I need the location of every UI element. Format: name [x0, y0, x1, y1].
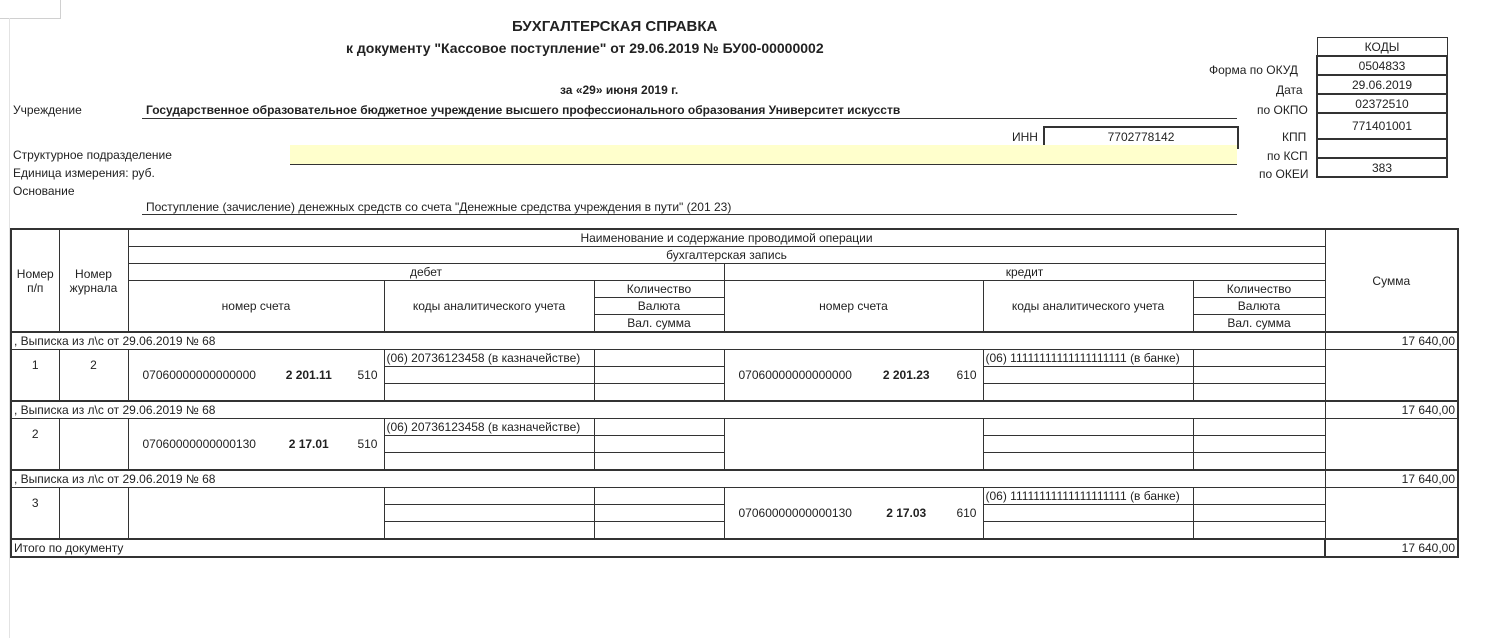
credit-account-number: 07060000000000000	[738, 368, 852, 382]
debit-account-kosgu: 510	[357, 368, 378, 382]
kpp-label: КПП	[1282, 130, 1307, 144]
row-sum	[1325, 488, 1458, 540]
header-credit: кредит	[724, 264, 1325, 281]
debit-qty	[594, 419, 724, 436]
group-sum: 17 640,00	[1325, 332, 1458, 350]
operations-table	[10, 228, 1459, 558]
debit-account-cell	[128, 350, 384, 402]
debit-account-number: 07060000000000130	[142, 437, 256, 451]
group-title: , Выписка из л\с от 29.06.2019 № 68	[11, 401, 1325, 419]
journal-number	[59, 488, 128, 540]
okud-label: Форма по ОКУД	[1209, 63, 1298, 77]
header-sum: Сумма	[1325, 229, 1458, 332]
credit-currency	[1193, 367, 1325, 384]
credit-qty	[1193, 488, 1325, 505]
document-date-line: за «29» июня 2019 г.	[560, 83, 679, 97]
header-debit: дебет	[128, 264, 724, 281]
credit-analytics: (06) 11111111111111111111 (в банке)	[983, 350, 1193, 367]
credit-account-kosgu: 610	[956, 368, 977, 382]
document-title: БУХГАЛТЕРСКАЯ СПРАВКА	[512, 18, 718, 35]
basis-label: Основание	[13, 184, 75, 198]
okud-value: 0504833	[1317, 56, 1447, 75]
group-sum: 17 640,00	[1325, 401, 1458, 419]
ksp-label: по КСП	[1267, 149, 1308, 163]
debit-analytics-2	[384, 505, 594, 522]
credit-analytics-2	[983, 436, 1193, 453]
debit-analytics-2	[384, 367, 594, 384]
debit-account-number: 07060000000000000	[142, 368, 256, 382]
credit-account-balance: 2 17.03	[886, 506, 927, 520]
debit-analytics: (06) 20736123458 (в казначействе)	[384, 419, 594, 436]
debit-qty	[594, 350, 724, 367]
debit-account-balance: 2 201.11	[285, 368, 332, 382]
credit-analytics	[983, 419, 1193, 436]
credit-account-kosgu: 610	[956, 506, 977, 520]
debit-account-balance: 2 17.01	[288, 437, 329, 451]
credit-analytics-3	[983, 522, 1193, 540]
credit-account-number: 07060000000000130	[738, 506, 852, 520]
row-number: 1	[11, 350, 59, 402]
row-sum	[1325, 419, 1458, 471]
header-debit-qty: Количество	[594, 281, 724, 298]
credit-cur-amount	[1193, 453, 1325, 471]
group-title: , Выписка из л\с от 29.06.2019 № 68	[11, 332, 1325, 350]
kpp-value: 771401001	[1317, 113, 1447, 139]
inn-label: ИНН	[1012, 130, 1038, 144]
debit-currency	[594, 505, 724, 522]
codes-table	[1316, 37, 1448, 178]
header-entry: бухгалтерская запись	[128, 247, 1325, 264]
credit-analytics-3	[983, 453, 1193, 471]
division-input[interactable]	[290, 145, 1237, 165]
credit-currency	[1193, 505, 1325, 522]
debit-cur-amount	[594, 384, 724, 402]
credit-qty	[1193, 419, 1325, 436]
row-number: 2	[11, 419, 59, 471]
credit-cur-amount	[1193, 384, 1325, 402]
debit-analytics	[384, 488, 594, 505]
debit-analytics-3	[384, 453, 594, 471]
header-credit-analytics: коды аналитического учета	[983, 281, 1193, 333]
debit-cur-amount	[594, 522, 724, 540]
date-label: Дата	[1276, 83, 1303, 97]
debit-cur-amount	[594, 453, 724, 471]
sheet-corner-cell	[0, 0, 61, 19]
credit-account-balance: 2 201.23	[882, 368, 930, 382]
credit-analytics-2	[983, 367, 1193, 384]
ksp-value	[1317, 139, 1447, 158]
basis-value: Поступление (зачисление) денежных средств со счета "Денежные средства учреждения в пути" (201 23)	[146, 200, 732, 214]
header-journal-num: Номер журнала	[59, 229, 128, 332]
institution-label: Учреждение	[13, 103, 82, 117]
okei-value: 383	[1317, 158, 1447, 177]
institution-value: Государственное образовательное бюджетное учреждение высшего профессионального образования Университет искусств	[146, 103, 901, 117]
debit-currency	[594, 367, 724, 384]
division-label: Структурное подразделение	[13, 148, 172, 162]
debit-currency	[594, 436, 724, 453]
okpo-label: по ОКПО	[1257, 103, 1308, 117]
total-sum: 17 640,00	[1325, 539, 1458, 557]
header-debit-currency: Валюта	[594, 298, 724, 315]
header-debit-cur-amount: Вал. сумма	[594, 315, 724, 333]
group-sum: 17 640,00	[1325, 470, 1458, 488]
debit-analytics-2	[384, 436, 594, 453]
document-subtitle: к документу "Кассовое поступление" от 29.06.2019 № БУ00-00000002	[346, 40, 824, 56]
codes-title: КОДЫ	[1317, 38, 1447, 57]
credit-currency	[1193, 436, 1325, 453]
debit-account-cell	[128, 488, 384, 540]
credit-analytics: (06) 11111111111111111111 (в банке)	[983, 488, 1193, 505]
credit-cur-amount	[1193, 522, 1325, 540]
debit-analytics: (06) 20736123458 (в казначействе)	[384, 350, 594, 367]
credit-account-cell	[724, 419, 983, 471]
debit-analytics-3	[384, 522, 594, 540]
journal-number: 2	[59, 350, 128, 402]
header-credit-currency: Валюта	[1193, 298, 1325, 315]
unit-label: Единица измерения: руб.	[13, 166, 155, 180]
credit-analytics-2	[983, 505, 1193, 522]
total-label: Итого по документу	[11, 539, 1325, 557]
date-value: 29.06.2019	[1317, 75, 1447, 94]
debit-qty	[594, 488, 724, 505]
debit-account-kosgu: 510	[357, 437, 378, 451]
header-debit-analytics: коды аналитического учета	[384, 281, 594, 333]
header-credit-cur-amount: Вал. сумма	[1193, 315, 1325, 333]
credit-analytics-3	[983, 384, 1193, 402]
header-credit-qty: Количество	[1193, 281, 1325, 298]
group-title: , Выписка из л\с от 29.06.2019 № 68	[11, 470, 1325, 488]
header-debit-account: номер счета	[128, 281, 384, 333]
debit-account-cell	[128, 419, 384, 471]
debit-analytics-3	[384, 384, 594, 402]
header-credit-account: номер счета	[724, 281, 983, 333]
credit-qty	[1193, 350, 1325, 367]
inn-value: 7702778142	[1043, 126, 1239, 149]
journal-number	[59, 419, 128, 471]
okei-label: по ОКЕИ	[1259, 167, 1309, 181]
credit-account-cell	[724, 488, 983, 540]
header-row-num: Номер п/п	[11, 229, 59, 332]
basis-underline	[142, 214, 1237, 215]
row-sum	[1325, 350, 1458, 402]
header-operation: Наименование и содержание проводимой операции	[128, 229, 1325, 247]
row-number: 3	[11, 488, 59, 540]
okpo-value: 02372510	[1317, 94, 1447, 113]
credit-account-cell	[724, 350, 983, 402]
institution-underline	[142, 118, 1237, 119]
